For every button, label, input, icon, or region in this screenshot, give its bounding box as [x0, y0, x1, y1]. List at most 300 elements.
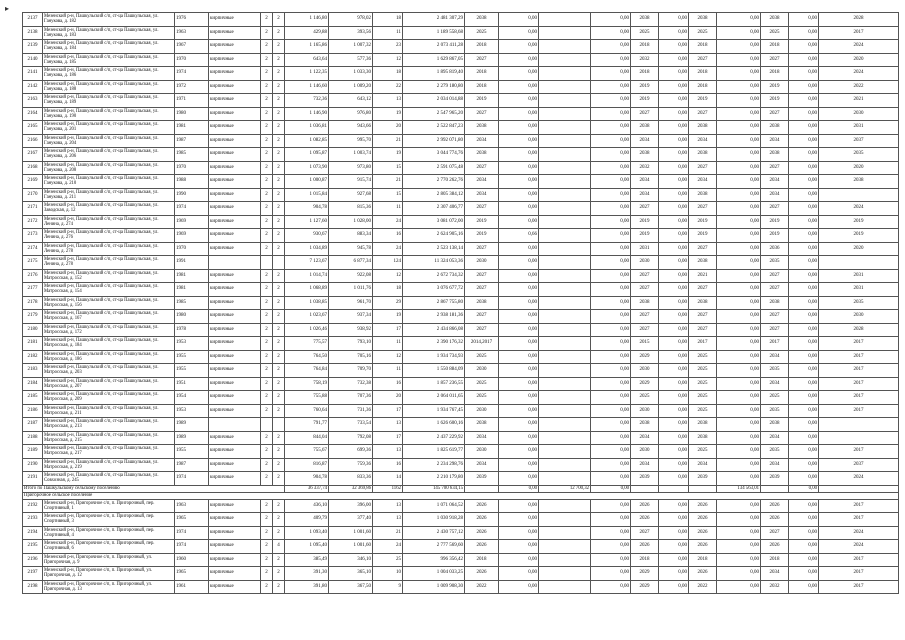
row-entrances: 2	[273, 269, 285, 283]
row-value-c: 0,00	[591, 445, 631, 459]
row-value-e: 0,00	[717, 188, 761, 202]
table-row	[23, 323, 899, 337]
row-entrances: 2	[273, 40, 285, 54]
row-year: 1974	[175, 202, 209, 216]
row-residents: 11	[373, 26, 403, 40]
row-year-c: 2025	[689, 364, 717, 378]
row-floors: 2	[261, 526, 273, 540]
row-address: Мезенский р-н, Пашкульский с/п, ст-ца Пашкульская, ул. Ганукова, д. 201	[43, 121, 175, 135]
total-cost: 145 700 634,15	[403, 485, 465, 492]
row-cost: 2 390 176,32	[403, 337, 465, 351]
row-floors: 2	[261, 13, 273, 27]
table-row	[23, 445, 899, 459]
row-value-c: 0,00	[591, 53, 631, 67]
row-residents: 13	[373, 445, 403, 459]
row-area-total: 1 093,40	[285, 526, 329, 540]
row-floors: 2	[261, 580, 273, 594]
row-entrances: 2	[273, 26, 285, 40]
row-area-total: 1 095,40	[285, 540, 329, 554]
row-entrances: 2	[273, 431, 285, 445]
row-area-living: 643,12	[329, 94, 373, 108]
row-area-total: 732,36	[285, 94, 329, 108]
row-residents: 21	[373, 175, 403, 189]
row-year-e: 2017	[819, 377, 899, 391]
row-year-e: 2028	[819, 323, 899, 337]
row-value-d: 0,00	[659, 269, 689, 283]
row-year-b: 2029	[631, 580, 659, 594]
row-value-f: 0,00	[789, 377, 819, 391]
row-term: 2026	[465, 540, 499, 554]
row-value-f: 0,00	[789, 296, 819, 310]
row-value-a: 0,00	[499, 526, 539, 540]
row-value-f: 0,00	[789, 94, 819, 108]
row-year-d: 2034	[761, 134, 789, 148]
row-entrances: 2	[273, 337, 285, 351]
row-residents: 21	[373, 134, 403, 148]
row-year-e: 2017	[819, 350, 899, 364]
row-floors: 2	[261, 94, 273, 108]
row-value-d: 0,00	[659, 499, 689, 513]
row-year-d: 2019	[761, 229, 789, 243]
row-material: кирпичные	[209, 175, 261, 189]
row-term: 2018	[465, 67, 499, 81]
row-year: 1970	[175, 242, 209, 256]
row-number: 2191	[23, 472, 43, 486]
row-value-f: 0,00	[789, 161, 819, 175]
row-year-d: 2036	[761, 242, 789, 256]
row-material: кирпичные	[209, 377, 261, 391]
row-value-e: 0,00	[717, 567, 761, 581]
row-year-b: 2027	[631, 269, 659, 283]
row-material: кирпичные	[209, 364, 261, 378]
row-address: Мезенский р-н, Пашкульский с/п, ст-ца Пашкульская, ул. Ганукова, д. 211	[43, 188, 175, 202]
row-year: 1974	[175, 67, 209, 81]
row-value-f: 0,00	[789, 445, 819, 459]
row-value-b	[539, 350, 591, 364]
row-year: 1980	[175, 107, 209, 121]
row-value-b	[539, 67, 591, 81]
row-area-living: 961,70	[329, 296, 373, 310]
row-term: 2038	[465, 148, 499, 162]
row-value-d: 0,00	[659, 283, 689, 297]
row-area-total: 1 000,87	[285, 175, 329, 189]
row-year: 1985	[175, 296, 209, 310]
row-residents: 20	[373, 121, 403, 135]
row-year-c: 2027	[689, 161, 717, 175]
row-value-e: 0,00	[717, 121, 761, 135]
row-value-e: 0,00	[717, 202, 761, 216]
row-address: Мезенский р-н, Пашкульский с/п, ст-ца Пашкульская, ул. Матросская, д. 219	[43, 458, 175, 472]
row-area-total: 385,49	[285, 553, 329, 567]
row-number: 2182	[23, 350, 43, 364]
row-term: 2038	[465, 13, 499, 27]
table-row	[23, 107, 899, 121]
row-year-d: 2034	[761, 188, 789, 202]
table-row	[23, 148, 899, 162]
row-year-c: 2025	[689, 350, 717, 364]
row-cost: 2 279 180,80	[403, 80, 465, 94]
page-marker: ▸	[5, 4, 10, 13]
row-number: 2190	[23, 458, 43, 472]
row-year: 1981	[175, 283, 209, 297]
row-value-f: 0,00	[789, 80, 819, 94]
row-value-c: 0,00	[591, 350, 631, 364]
row-year: 1972	[175, 80, 209, 94]
row-year: 1987	[175, 134, 209, 148]
row-year-c: 2021	[689, 269, 717, 283]
row-value-e: 0,00	[717, 445, 761, 459]
row-value-f: 0,00	[789, 148, 819, 162]
row-value-a: 0,00	[499, 499, 539, 513]
row-year-b: 2030	[631, 256, 659, 270]
row-year-b: 2026	[631, 540, 659, 554]
row-year-e: 2017	[819, 364, 899, 378]
row-area-total: 1 127,60	[285, 215, 329, 229]
row-floors: 2	[261, 499, 273, 513]
row-value-a: 0,00	[499, 26, 539, 40]
row-area-living: 973,80	[329, 161, 373, 175]
row-value-e: 0,00	[717, 13, 761, 27]
row-value-d: 0,00	[659, 94, 689, 108]
row-year: 1974	[175, 540, 209, 554]
row-value-f: 0,00	[789, 580, 819, 594]
row-value-b	[539, 580, 591, 594]
row-year-c: 2025	[689, 391, 717, 405]
row-address: Мезенский р-н, Пашкульский с/п, ст-ца Пашкульская, ул. Матросская, д. 154	[43, 283, 175, 297]
row-value-f: 0,00	[789, 337, 819, 351]
table-row	[23, 499, 899, 513]
row-value-a: 0,00	[499, 540, 539, 554]
total-value-b: 12 700,32	[539, 485, 591, 492]
row-area-living: 759,36	[329, 458, 373, 472]
row-year-b: 2034	[631, 134, 659, 148]
row-year-c: 2026	[689, 567, 717, 581]
row-value-d: 0,00	[659, 13, 689, 27]
row-area-living: 1 033,30	[329, 67, 373, 81]
row-residents: 15	[373, 161, 403, 175]
row-floors: 2	[261, 431, 273, 445]
row-year-d: 2034	[761, 431, 789, 445]
row-year-c: 2027	[689, 53, 717, 67]
row-value-d: 0,00	[659, 161, 689, 175]
row-value-a: 0,00	[499, 269, 539, 283]
row-term: 2034	[465, 188, 499, 202]
row-value-f: 0,00	[789, 513, 819, 527]
row-area-total: 1 026,46	[285, 323, 329, 337]
row-value-b	[539, 458, 591, 472]
row-year-e: 2031	[819, 283, 899, 297]
row-number: 2184	[23, 377, 43, 391]
row-value-c: 0,00	[591, 148, 631, 162]
row-term: 2034	[465, 175, 499, 189]
row-value-f: 0,00	[789, 323, 819, 337]
row-year-b: 2015	[631, 337, 659, 351]
row-cost: 1 895 819,40	[403, 67, 465, 81]
row-value-e: 0,00	[717, 107, 761, 121]
table-row	[23, 418, 899, 432]
row-year: 1965	[175, 567, 209, 581]
row-cost: 1 857 236,55	[403, 377, 465, 391]
row-entrances: 2	[273, 94, 285, 108]
row-value-d: 0,00	[659, 445, 689, 459]
table-row	[23, 350, 899, 364]
row-area-living: 1 009,20	[329, 80, 373, 94]
row-area-total: 7 123,67	[285, 256, 329, 270]
row-residents: 13	[373, 418, 403, 432]
row-value-f: 0,00	[789, 310, 819, 324]
row-entrances: 2	[273, 350, 285, 364]
row-year-d: 2038	[761, 13, 789, 27]
row-year-b: 2032	[631, 53, 659, 67]
row-year-d: 2018	[761, 553, 789, 567]
row-value-b	[539, 418, 591, 432]
row-year-c: 2038	[689, 431, 717, 445]
row-address: Мезенский р-н, Пашкульский с/п, ст-ца Пашкульская, ул. Ганукова, д. 186	[43, 67, 175, 81]
row-year-c: 2038	[689, 188, 717, 202]
row-number: 2197	[23, 567, 43, 581]
row-term: 2018	[465, 553, 499, 567]
row-value-e: 0,00	[717, 499, 761, 513]
row-address: Мезенский р-н, Пашкульский с/п, ст-ца Пашкульская, ул. Ганукова, д. 184	[43, 40, 175, 54]
row-value-c: 0,00	[591, 499, 631, 513]
row-value-b	[539, 472, 591, 486]
row-value-a: 0,00	[499, 458, 539, 472]
row-value-e: 0,00	[717, 418, 761, 432]
row-value-b	[539, 175, 591, 189]
row-year-e: 2024	[819, 526, 899, 540]
row-year-c: 2026	[689, 499, 717, 513]
row-year-d: 2035	[761, 445, 789, 459]
row-value-c: 0,00	[591, 40, 631, 54]
row-residents: 16	[373, 458, 403, 472]
row-value-f: 0,00	[789, 269, 819, 283]
row-entrances: 2	[273, 175, 285, 189]
row-entrances: 2	[273, 283, 285, 297]
row-value-e: 0,00	[717, 337, 761, 351]
row-year-d: 2026	[761, 540, 789, 554]
row-value-b	[539, 202, 591, 216]
row-value-d: 0,00	[659, 513, 689, 527]
row-year-b: 2029	[631, 567, 659, 581]
row-year-b: 2038	[631, 13, 659, 27]
table-row	[23, 53, 899, 67]
row-residents: 21	[373, 526, 403, 540]
row-year: 1989	[175, 431, 209, 445]
row-year-d: 2035	[761, 364, 789, 378]
row-number: 2170	[23, 188, 43, 202]
row-material: кирпичные	[209, 134, 261, 148]
total-row	[23, 485, 899, 492]
row-area-living: 365,10	[329, 567, 373, 581]
row-year-b: 2019	[631, 229, 659, 243]
row-value-b	[539, 499, 591, 513]
row-entrances	[273, 256, 285, 270]
row-year-d: 2027	[761, 323, 789, 337]
row-value-b	[539, 526, 591, 540]
row-entrances: 2	[273, 67, 285, 81]
row-cost: 2 523 138,14	[403, 242, 465, 256]
row-number: 2141	[23, 67, 43, 81]
row-year-c: 2019	[689, 94, 717, 108]
row-entrances: 2	[273, 215, 285, 229]
table-row	[23, 526, 899, 540]
row-residents: 11	[373, 337, 403, 351]
row-value-f: 0,00	[789, 107, 819, 121]
row-value-d: 0,00	[659, 40, 689, 54]
row-address: Мезенский р-н, Пашкульский с/п, ст-ца Пашкульская, ул. Ганукова, д. 185	[43, 53, 175, 67]
total-empty	[465, 485, 499, 492]
row-value-e: 0,00	[717, 134, 761, 148]
total-value-e: 134 563,01	[717, 485, 761, 492]
row-value-b	[539, 310, 591, 324]
row-value-d: 0,00	[659, 567, 689, 581]
row-area-total: 755,67	[285, 445, 329, 459]
row-year-e: 2030	[819, 107, 899, 121]
row-term: 2026	[465, 513, 499, 527]
row-number: 2167	[23, 148, 43, 162]
row-value-f: 0,00	[789, 121, 819, 135]
row-value-e: 0,00	[717, 553, 761, 567]
row-value-c: 0,00	[591, 337, 631, 351]
row-year: 1955	[175, 350, 209, 364]
row-value-a: 0,00	[499, 364, 539, 378]
table-row	[23, 80, 899, 94]
row-year-e: 2031	[819, 121, 899, 135]
row-address: Мезенский р-н, Пригорочное с/п, п. Пригорочный, ул. Пригорочная, д. 9	[43, 553, 175, 567]
row-term: 2030	[465, 445, 499, 459]
table-row	[23, 229, 899, 243]
row-term: 2025	[465, 377, 499, 391]
row-value-b	[539, 188, 591, 202]
row-value-f: 0,00	[789, 391, 819, 405]
row-cost: 2 938 181,36	[403, 310, 465, 324]
row-area-total: 1 015,84	[285, 188, 329, 202]
row-residents: 25	[373, 553, 403, 567]
row-value-e: 0,00	[717, 53, 761, 67]
row-value-b	[539, 283, 591, 297]
row-number: 2188	[23, 431, 43, 445]
row-area-living: 705,16	[329, 350, 373, 364]
row-residents: 23	[373, 40, 403, 54]
row-area-total: 1 082,85	[285, 134, 329, 148]
table-row	[23, 188, 899, 202]
row-entrances: 2	[273, 580, 285, 594]
row-year-c: 2025	[689, 445, 717, 459]
row-value-a: 0,00	[499, 53, 539, 67]
row-value-b	[539, 391, 591, 405]
row-floors: 2	[261, 215, 273, 229]
row-value-d: 0,00	[659, 67, 689, 81]
row-value-c: 0,00	[591, 283, 631, 297]
row-value-d: 0,00	[659, 418, 689, 432]
row-area-living: 577,36	[329, 53, 373, 67]
row-area-living: 731,36	[329, 404, 373, 418]
row-term: 2027	[465, 283, 499, 297]
row-address: Мезенский р-н, Пашкульский с/п, ст-ца Пашкульская, ул. Ленина, д. 276	[43, 229, 175, 243]
row-value-b	[539, 53, 591, 67]
row-value-d: 0,00	[659, 391, 689, 405]
row-number: 2196	[23, 553, 43, 567]
row-value-f: 0,00	[789, 13, 819, 27]
row-address: Мезенский р-н, Пашкульский с/п, ст-ца Пашкульская, ул. Ганукова, д. 189	[43, 94, 175, 108]
table-row	[23, 364, 899, 378]
row-year-b: 2038	[631, 296, 659, 310]
row-value-c: 0,00	[591, 161, 631, 175]
row-value-c: 0,00	[591, 377, 631, 391]
row-value-e: 0,00	[717, 377, 761, 391]
row-number: 2142	[23, 80, 43, 94]
row-residents: 12	[373, 269, 403, 283]
row-value-e: 0,00	[717, 94, 761, 108]
row-number: 2140	[23, 53, 43, 67]
row-value-b	[539, 269, 591, 283]
row-area-living: 815,36	[329, 202, 373, 216]
row-number: 2198	[23, 580, 43, 594]
row-year-c: 2017	[689, 337, 717, 351]
row-year-e: 2028	[819, 13, 899, 27]
row-residents: 14	[373, 472, 403, 486]
row-entrances: 2	[273, 229, 285, 243]
row-residents: 29	[373, 296, 403, 310]
row-year-b: 2039	[631, 472, 659, 486]
row-value-d: 0,00	[659, 134, 689, 148]
row-cost: 1 550 884,09	[403, 364, 465, 378]
row-year-d: 2032	[761, 580, 789, 594]
row-entrances: 2	[273, 107, 285, 121]
row-year-d: 2019	[761, 80, 789, 94]
row-year-b: 2027	[631, 526, 659, 540]
row-number: 2179	[23, 310, 43, 324]
row-residents: 12	[373, 350, 403, 364]
row-value-d: 0,00	[659, 458, 689, 472]
row-address: Мезенский р-н, Пригорочное с/п, п. Пригорочный, пер. Спортивный, 4	[43, 526, 175, 540]
row-area-living: 1 001,60	[329, 540, 373, 554]
row-year-b: 2025	[631, 26, 659, 40]
row-year-d: 2035	[761, 404, 789, 418]
row-area-living: 393,56	[329, 26, 373, 40]
row-term: 2034	[465, 458, 499, 472]
row-value-c: 0,00	[591, 310, 631, 324]
row-year-e: 2017	[819, 499, 899, 513]
row-value-c: 0,00	[591, 296, 631, 310]
row-floors: 2	[261, 107, 273, 121]
row-number: 2165	[23, 121, 43, 135]
row-value-c: 0,00	[591, 229, 631, 243]
row-value-e: 0,00	[717, 391, 761, 405]
row-value-b	[539, 540, 591, 554]
row-floors: 2	[261, 391, 273, 405]
row-year-c: 2022	[689, 580, 717, 594]
row-floors: 2	[261, 553, 273, 567]
row-term: 2018	[465, 80, 499, 94]
row-value-f: 0,00	[789, 364, 819, 378]
row-number: 2192	[23, 499, 43, 513]
row-cost: 1 934 767,45	[403, 404, 465, 418]
row-year-e: 2024	[819, 202, 899, 216]
row-value-f: 0,00	[789, 458, 819, 472]
row-term: 2026	[465, 567, 499, 581]
row-number: 2186	[23, 404, 43, 418]
row-cost: 3 044 774,76	[403, 148, 465, 162]
row-year-d: 2025	[761, 391, 789, 405]
row-value-f: 0,00	[789, 431, 819, 445]
row-year-d: 2038	[761, 418, 789, 432]
row-number: 2168	[23, 161, 43, 175]
row-cost: 1 825 619,77	[403, 445, 465, 459]
row-value-f: 0,00	[789, 175, 819, 189]
row-year-b: 2034	[631, 188, 659, 202]
row-year: 1991	[175, 256, 209, 270]
